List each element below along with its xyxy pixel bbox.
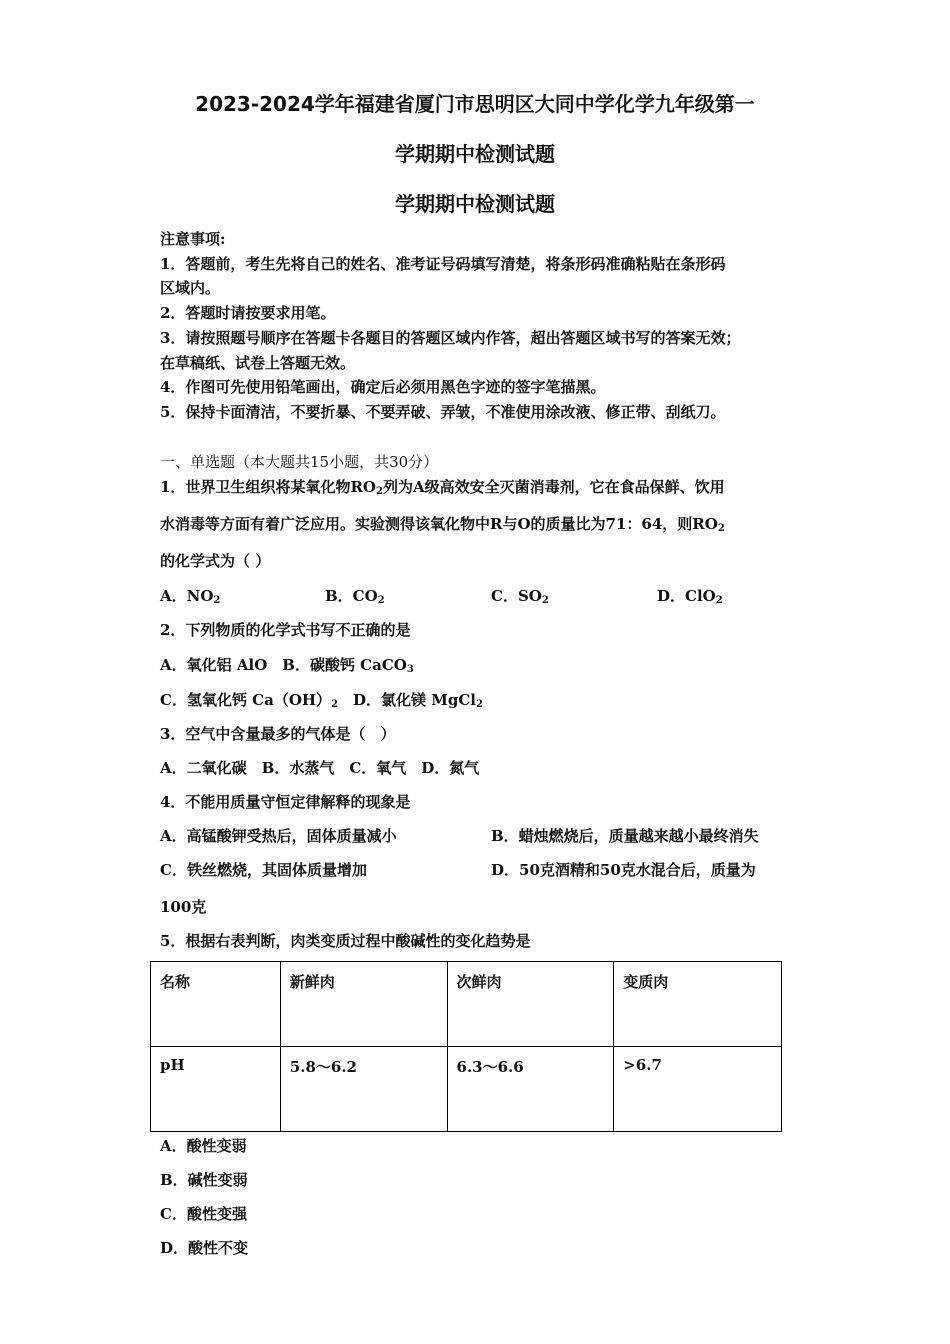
page-subtitle-repeat: 学期期中检测试题	[395, 192, 555, 216]
q1-stem-line3: 的化学式为（ ）	[160, 552, 271, 570]
q2-options-row1: A．氧化铝 AlO B．碳酸钙 CaCO$_3$	[160, 656, 414, 675]
q4-option-a: A．高锰酸钾受热后，固体质量减小	[160, 827, 397, 845]
table-row	[151, 962, 782, 1047]
table-cell: 新鲜肉	[280, 962, 447, 1047]
table-cell: 名称	[151, 962, 281, 1047]
q1-option-d: D．ClO$_2$	[657, 587, 723, 606]
page-title: 2023-2024学年福建省厦门市思明区大同中学化学九年级第一	[195, 92, 755, 116]
notice-item: 1．答题前，考生先将自己的姓名、准考证号码填写清楚，将条形码准确粘贴在条形码	[160, 255, 726, 273]
q5-option-d: D．酸性不变	[160, 1239, 249, 1257]
q4-stem: 4．不能用质量守恒定律解释的现象是	[160, 793, 411, 811]
notice-item: 区域内。	[160, 279, 221, 297]
notice-heading: 注意事项:	[160, 230, 226, 248]
notice-item: 3．请按照题号顺序在答题卡各题目的答题区域内作答，超出答题区域书写的答案无效；	[160, 329, 741, 347]
q4-option-d: D．50克酒精和50克水混合后，质量为	[491, 861, 756, 879]
table-cell: 5.8～6.2	[280, 1047, 447, 1132]
table-cell: >6.7	[614, 1047, 782, 1132]
q2-options-row2: C．氢氧化钙 $Ca(OH)_2$ D．氯化镁 MgCl$_2$	[160, 691, 483, 710]
q2-stem: 2．下列物质的化学式书写不正确的是	[160, 621, 411, 639]
q1-option-c: C．$SO_2$	[491, 587, 549, 606]
section-heading: 一、单选题（本大题共15小题，共30分）	[160, 453, 439, 471]
notice-item: 4．作图可先使用铅笔画出，确定后必须用黑色字迹的签字笔描黑。	[160, 378, 606, 396]
table-cell: pH	[151, 1047, 281, 1132]
q1-option-a: A．$NO_2$	[160, 587, 221, 606]
q3-stem: 3．空气中含量最多的气体是（ ）	[160, 725, 396, 743]
q1-stem-line1: 1．世界卫生组织将某氧化物$RO_2$列为A级高效安全灭菌消毒剂，它在食品保鲜、饮用	[160, 478, 725, 497]
table-cell: 变质肉	[614, 962, 782, 1047]
q5-option-b: B．碱性变弱	[160, 1171, 248, 1189]
q4-option-b: B．蜡烛燃烧后，质量越来越小最终消失	[491, 827, 759, 845]
q4-option-d-cont: 100克	[160, 898, 207, 916]
q1-option-b: B．$CO_2$	[325, 587, 385, 606]
table-cell: 次鲜肉	[447, 962, 614, 1047]
q5-option-c: C．酸性变强	[160, 1205, 247, 1223]
q1-stem-line2: 水消毒等方面有着广泛应用。实验测得该氧化物中R与O的质量比为71：64，则$RO_2$	[160, 515, 725, 534]
q4-option-c: C．铁丝燃烧，其固体质量增加	[160, 861, 367, 879]
table-row	[151, 1047, 782, 1132]
meat-ph-table	[150, 961, 782, 1132]
notice-item: 在草稿纸、试卷上答题无效。	[160, 354, 356, 372]
q5-stem: 5．根据右表判断，肉类变质过程中酸碱性的变化趋势是	[160, 932, 531, 950]
q3-options: A．二氧化碳 B．水蒸气 C．氧气 D．氮气	[160, 759, 480, 777]
table-cell: 6.3～6.6	[447, 1047, 614, 1132]
page-subtitle: 学期期中检测试题	[395, 142, 555, 166]
q5-option-a: A．酸性变弱	[160, 1137, 247, 1155]
notice-item: 5．保持卡面清洁，不要折暴、不要弄破、弄皱，不准使用涂改液、修正带、刮纸刀。	[160, 403, 726, 421]
notice-item: 2．答题时请按要求用笔。	[160, 304, 336, 322]
